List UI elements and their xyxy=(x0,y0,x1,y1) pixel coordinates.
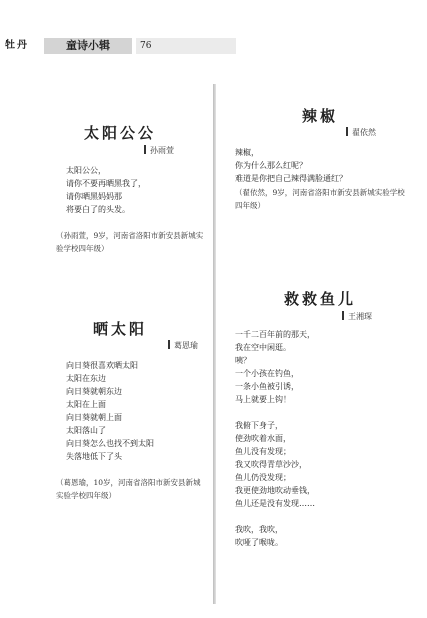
poem-title-lajiao: 辣椒 xyxy=(301,107,338,125)
poem-author xyxy=(168,340,198,351)
poem-title-taiyang-gonggong: 太阳公公 xyxy=(83,124,156,142)
poem-author xyxy=(346,127,376,138)
poem-line: 请你晒黑妈妈那 xyxy=(66,192,122,201)
poem-line: 失落地低下了头 xyxy=(66,452,122,461)
author-name: 翟依然 xyxy=(352,128,376,137)
author-name: 葛恩瑜 xyxy=(174,341,198,350)
stanza-break xyxy=(235,510,315,523)
author-note: （葛恩瑜，10岁，河南省洛阳市新安县新城实验学校四年级） xyxy=(56,478,201,500)
poem-line: 辣椒， xyxy=(235,148,259,157)
poem-line: 太阳在东边 xyxy=(66,374,106,383)
poem-line: 鱼儿仍没发现； xyxy=(235,473,291,482)
poem-line: 太阳落山了 xyxy=(66,426,106,435)
author-note: （孙雨萱，9岁，河南省洛阳市新安县新城实验学校四年级） xyxy=(56,231,204,253)
author-marker xyxy=(144,145,146,154)
poem-line: 我俯下身子， xyxy=(235,421,283,430)
poem-lines xyxy=(235,146,347,185)
poem-line: 咦？ xyxy=(235,356,251,365)
poem-line: 向日葵就朝东边 xyxy=(66,387,122,396)
poem-author xyxy=(144,145,174,156)
stanza-break xyxy=(235,406,315,419)
page-header xyxy=(0,38,427,54)
poem-line: 马上就要上钩！ xyxy=(235,395,291,404)
column-title: 童诗小辑 xyxy=(44,38,132,54)
poem-line: 向日葵很喜欢晒太阳 xyxy=(66,361,138,370)
poem-line: 向日葵就朝上面 xyxy=(66,413,122,422)
poem-lines xyxy=(235,328,315,549)
magazine-name: 牡丹 xyxy=(5,40,29,51)
poem-line: 请你不要再晒黑我了， xyxy=(66,179,146,188)
poem-title-jiujiu-yuer: 救救鱼儿 xyxy=(283,290,356,308)
poem-line: 一个小孩在钓鱼， xyxy=(235,369,299,378)
poem-line: 吹哑了喉咙。 xyxy=(235,538,283,547)
poem-line: 鱼儿还是没有发现…… xyxy=(235,499,315,508)
poem-line: 向日葵怎么也找不到太阳 xyxy=(66,439,154,448)
author-marker xyxy=(342,311,344,320)
poem-line: 我更使劲地吹动垂钱， xyxy=(235,486,315,495)
poem-line: 使劲吹着水面， xyxy=(235,434,291,443)
poem-line: 太阳在上面 xyxy=(66,400,106,409)
column-divider xyxy=(213,84,216,604)
poem-author xyxy=(342,311,372,322)
poem-lines xyxy=(66,359,154,463)
author-marker xyxy=(346,127,348,136)
author-name: 王湘琛 xyxy=(348,312,372,321)
poem-title-shai-taiyang: 晒太阳 xyxy=(92,320,147,338)
poem-line: 我在空中闲逛。 xyxy=(235,343,291,352)
author-name: 孙雨萱 xyxy=(150,146,174,155)
page-number: 76 xyxy=(136,38,236,54)
author-note: （翟依然，9岁，河南省洛阳市新安县新城实验学校四年级） xyxy=(235,188,405,210)
poem-lines xyxy=(66,164,146,216)
poem-line: 一千二百年前的那天， xyxy=(235,330,315,339)
poem-line: 将要白了的头发。 xyxy=(66,205,130,214)
poem-line: 你为什么那么红呢？ xyxy=(235,161,307,170)
poem-line: 太阳公公， xyxy=(66,166,106,175)
author-marker xyxy=(168,340,170,349)
poem-line: 一条小鱼被引诱， xyxy=(235,382,299,391)
poem-line: 鱼儿没有发现； xyxy=(235,447,291,456)
poem-line: 难道是你把自己辣得满脸通红？ xyxy=(235,174,347,183)
poem-line: 我吹，我吹， xyxy=(235,525,283,534)
poem-line: 我又吹得青草沙沙， xyxy=(235,460,307,469)
